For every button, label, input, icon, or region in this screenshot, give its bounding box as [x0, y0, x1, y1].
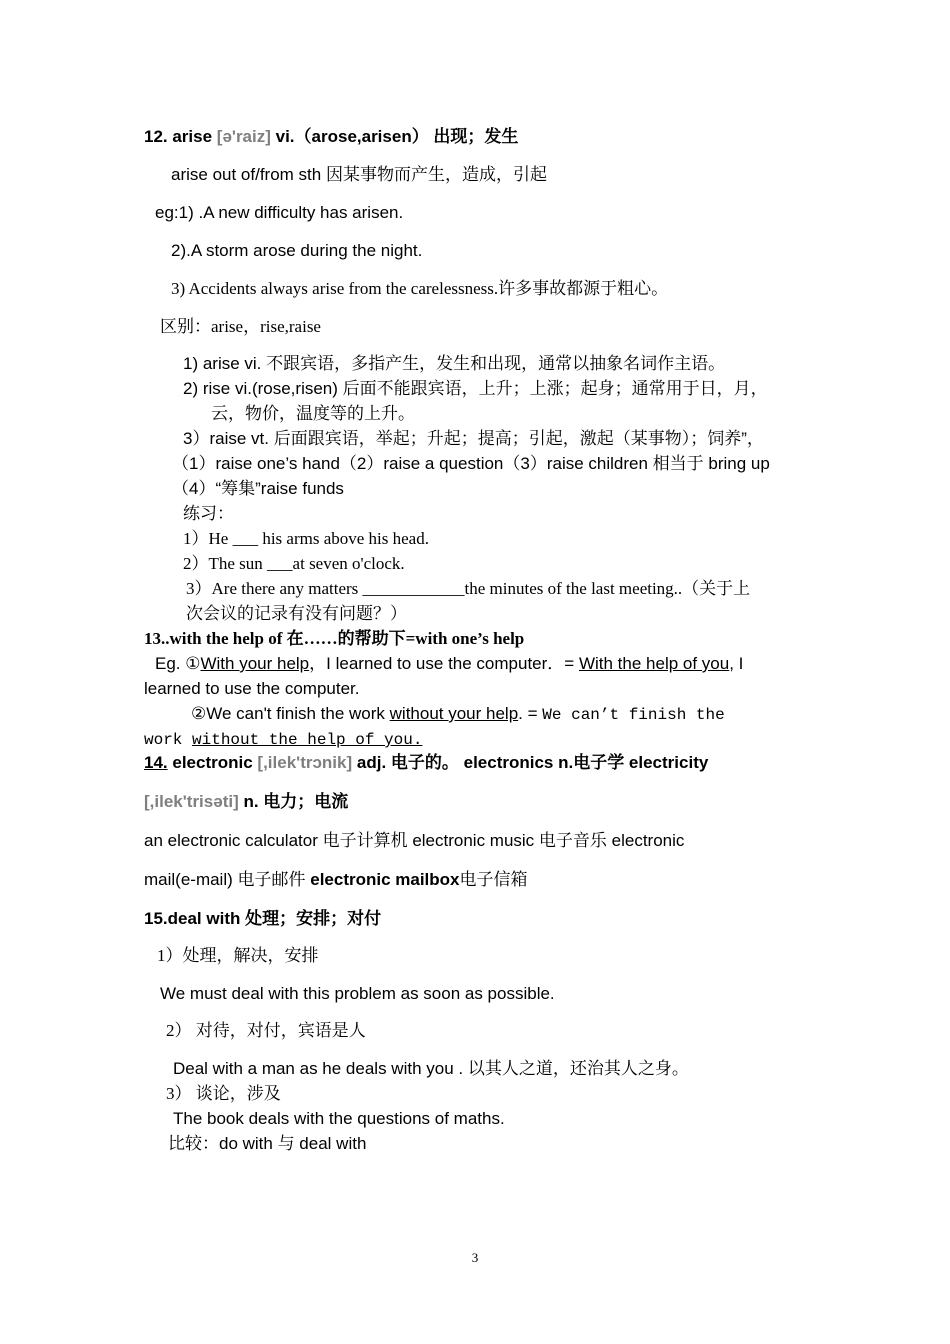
electricity-line: [,ilek'trisəti] n. 电力；电流 [144, 792, 349, 811]
example-line: Eg. ①With your help，I learned to use the computer．= With the help of you, I [155, 654, 744, 673]
heading-arise: 12. arise [ə'raiz] vi.（arose,arisen） 出现；发生 [144, 127, 519, 146]
example-line: learned to use the computer. [144, 679, 360, 698]
phonetic-electronic: [,ilek'trɔnik] [257, 753, 353, 772]
phonetic-electricity: [,ilek'trisəti] [144, 792, 239, 811]
example-line: ②We can't finish the work without your help. = We can’t finish the [191, 704, 725, 724]
heading-with-the-help-of: 13..with the help of 在……的帮助下=with one’s help [144, 629, 525, 648]
arise-phrase: arise out of/from sth 因某事物而产生，造成，引起 [171, 165, 547, 184]
example-line: 2).A storm arose during the night. [171, 241, 423, 260]
exercise-item: 3）Are there any matters ____________the minutes of the last meeting..（关于上 [186, 579, 751, 598]
comparison-line: 比较：do with 与 deal with [168, 1134, 367, 1153]
exercise-item: 次会议的记录有没有问题？） [186, 604, 407, 623]
distinction-item: 2) rise vi.(rose,risen) 后面不能跟宾语，上升；上涨；起身；通常用于日，月， [183, 379, 768, 398]
example-line: We must deal with this problem as soon as possible. [160, 984, 555, 1003]
example-line: work without the help of you. [144, 731, 423, 749]
example-line: an electronic calculator 电子计算机 electronic music 电子音乐 electronic [144, 831, 685, 850]
example-line: Deal with a man as he deals with you . 以其人之道，还治其人之身。 [173, 1059, 689, 1078]
distinction-item: 1) arise vi. 不跟宾语，多指产生，发生和出现，通常以抽象名词作主语。 [183, 354, 726, 373]
meaning-item: 3） 谈论，涉及 [166, 1084, 281, 1103]
distinction-heading: 区别：arise，rise,raise [160, 317, 321, 336]
example-line: 3) Accidents always arise from the carelessness.许多事故都源于粗心。 [171, 279, 669, 298]
heading-deal-with: 15.deal with 处理；安排；对付 [144, 909, 382, 928]
exercise-item: 2）The sun ___at seven o'clock. [183, 554, 405, 573]
page-number: 3 [471, 1250, 479, 1265]
exercise-item: 1）He ___ his arms above his head. [183, 529, 429, 548]
distinction-item: 云，物价，温度等的上升。 [211, 404, 415, 423]
distinction-item: 3）raise vt. 后面跟宾语，举起；升起；提高；引起，激起（某事物）；饲养”， [183, 429, 764, 448]
example-line: The book deals with the questions of maths. [173, 1109, 505, 1128]
distinction-item: （4）“筹集”raise funds [172, 479, 344, 498]
exercise-heading: 练习： [183, 504, 234, 523]
example-line: mail(e-mail) 电子邮件 electronic mailbox电子信箱 [144, 870, 528, 889]
phonetic-arise: [ə'raiz] [216, 127, 271, 146]
example-line: eg:1) .A new difficulty has arisen. [155, 203, 404, 222]
heading-electronic: 14. electronic [,ilek'trɔnik] adj. 电子的。 electronics n.电子学 electricity [144, 753, 709, 772]
meaning-item: 1）处理，解决，安排 [157, 946, 319, 965]
meaning-item: 2） 对待，对付，宾语是人 [166, 1021, 366, 1040]
distinction-item: （1）raise one’s hand（2）raise a question（3）raise children 相当于 bring up [172, 454, 770, 473]
